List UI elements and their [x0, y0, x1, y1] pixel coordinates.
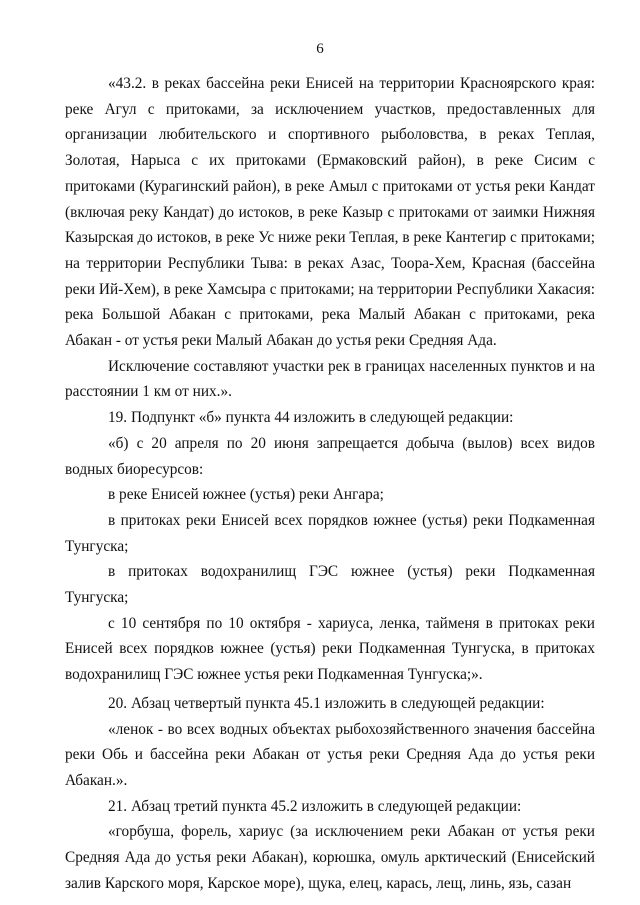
page-number: 6: [316, 41, 324, 57]
paragraph-exception: Исключение составляют участки рек в границах населенных пунктов и на расстоянии 1 км от них.».: [65, 357, 595, 401]
paragraph-september-october: с 10 сентября по 10 октября - хариуса, ленка, тайменя в притоках реки Енисей всех порядков южнее (устья) реки Подкаменная Тунгуска, в притоках водохранилищ ГЭС южнее устья реки Подкаменная Тунгуска;».: [65, 614, 595, 684]
paragraph-yenisei-angara: в реке Енисей южнее (устья) реки Ангара;: [108, 486, 384, 504]
paragraph-species-list: «горбуша, форель, хариус (за исключением реки Абакан от устья реки Средняя Ада до устья реки Абакан), корюшка, омуль арктический (Енисейский залив Карского моря, Карское море), щука, елец, карась, лещ, линь, язь, сазан: [65, 823, 595, 892]
paragraph-yenisei-tributaries: в притоках реки Енисей всех порядков южнее (устья) реки Подкаменная Тунгуска;: [65, 511, 595, 555]
document-body: [65, 71, 595, 897]
paragraph-item-20: 20. Абзац четвертый пункта 45.1 изложить в следующей редакции:: [108, 694, 545, 712]
paragraph-reservoir-tributaries: в притоках водохранилищ ГЭС южнее (устья) реки Подкаменная Тунгуска;: [65, 563, 595, 607]
paragraph-item-21: 21. Абзац третий пункта 45.2 изложить в следующей редакции:: [108, 797, 522, 815]
paragraph-lenok: «ленок - во всех водных объектах рыбохозяйственного значения бассейна реки Обь и бассейна реки Абакан от устья реки Средняя Ада до устья реки Абакан.».: [65, 720, 595, 789]
paragraph-item-19: 19. Подпункт «б» пункта 44 изложить в следующей редакции:: [108, 409, 514, 427]
paragraph-43-2: «43.2. в реках бассейна реки Енисей на территории Красноярского края: реке Агул с притоками, за исключением участков, предоставленных для организации любительского и спортивного рыболовства, в реках Теплая, Золотая, Нарыса с их притоками (Ермаковский район), в реке Сисим с притоками (Курагинский район), в реке Амыл с притоками от устья реки Кандат (включая реку Кандат) до истоков, в реке Казыр с притоками от заимки Нижняя Казырская до истоков, в реке Ус ниже реки Теплая, в реке Кантегир с притоками; на территории Республики Тыва: в реках Азас, Тоора-Хем, Красная (бассейна реки Ий-Хем), в реке Хамсыра с притоками; на территории Республики Хакасия: река Большой Абакан с притоками, река Малый Абакан с притоками, река Абакан - от устья реки Малый Абакан до устья реки Средняя Ада.: [65, 75, 595, 350]
paragraph-subitem-b: «б) с 20 апреля по 20 июня запрещается добыча (вылов) всех видов водных биоресурсов:: [65, 434, 595, 478]
